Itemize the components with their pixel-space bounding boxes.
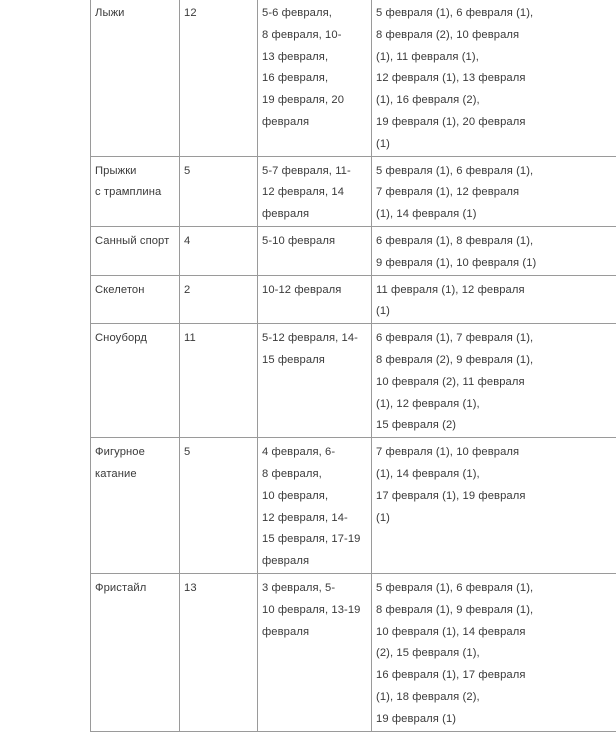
table-row <box>91 156 616 226</box>
event-count-cell <box>180 438 258 574</box>
cell-line: 5 февраля (1), 6 февраля (1), <box>376 578 616 600</box>
cell-line: 19 февраля, 20 <box>262 90 367 112</box>
cell-line: 7 февраля (1), 10 февраля <box>376 442 616 464</box>
cell-line: с трамплина <box>95 182 175 204</box>
cell-line: 10 февраля (2), 11 февраля <box>376 372 616 394</box>
medal-dates-cell <box>372 156 616 226</box>
cell-line: февраля <box>262 551 367 573</box>
competition-dates-cell <box>258 275 372 324</box>
cell-line: 4 февраля, 6- <box>262 442 367 464</box>
cell-line: 8 февраля, <box>262 464 367 486</box>
cell-line: (1) <box>376 134 616 156</box>
table-row <box>91 573 616 731</box>
cell-line: 12 февраля, 14- <box>262 508 367 530</box>
medal-dates-cell <box>372 226 616 275</box>
event-count-cell <box>180 0 258 156</box>
cell-line: 9 февраля (1), 10 февраля (1) <box>376 253 616 275</box>
cell-line: 11 февраля (1), 12 февраля <box>376 280 616 302</box>
sport-name-cell <box>91 0 180 156</box>
cell-line: 4 <box>184 231 253 253</box>
cell-line: 19 февраля (1) <box>376 709 616 731</box>
cell-line: февраля <box>262 112 367 134</box>
cell-line: 7 февраля (1), 12 февраля <box>376 182 616 204</box>
sport-name-cell <box>91 573 180 731</box>
sport-name-cell <box>91 275 180 324</box>
table-row <box>91 438 616 574</box>
cell-line: (1) <box>376 508 616 530</box>
cell-line: 16 февраля, <box>262 68 367 90</box>
cell-line: 8 февраля (2), 9 февраля (1), <box>376 350 616 372</box>
sport-name-cell <box>91 324 180 438</box>
cell-line: 15 февраля (2) <box>376 415 616 437</box>
competition-dates-cell <box>258 324 372 438</box>
cell-line: (1), 11 февраля (1), <box>376 47 616 69</box>
cell-line: (1), 12 февраля (1), <box>376 394 616 416</box>
competition-dates-cell <box>258 226 372 275</box>
sport-name-cell <box>91 156 180 226</box>
cell-line: 5-12 февраля, 14- <box>262 328 367 350</box>
cell-line: 16 февраля (1), 17 февраля <box>376 665 616 687</box>
competition-dates-cell <box>258 156 372 226</box>
sport-name-cell <box>91 226 180 275</box>
cell-line: 5-6 февраля, <box>262 3 367 25</box>
cell-line: 11 <box>184 328 253 350</box>
event-count-cell <box>180 156 258 226</box>
cell-line: 12 февраля (1), 13 февраля <box>376 68 616 90</box>
cell-line: Скелетон <box>95 280 175 302</box>
cell-line: 13 <box>184 578 253 600</box>
cell-line: Лыжи <box>95 3 175 25</box>
cell-line: 15 февраля <box>262 350 367 372</box>
cell-line: 6 февраля (1), 7 февраля (1), <box>376 328 616 350</box>
event-count-cell <box>180 226 258 275</box>
cell-line: 19 февраля (1), 20 февраля <box>376 112 616 134</box>
cell-line: (1) <box>376 301 616 323</box>
medal-dates-cell <box>372 573 616 731</box>
cell-line: 6 февраля (1), 8 февраля (1), <box>376 231 616 253</box>
olympic-schedule-table <box>90 0 616 732</box>
cell-line: 8 февраля (2), 10 февраля <box>376 25 616 47</box>
competition-dates-cell <box>258 0 372 156</box>
table-row <box>91 275 616 324</box>
table-row <box>91 324 616 438</box>
cell-line: (1), 18 февраля (2), <box>376 687 616 709</box>
cell-line: 5 февраля (1), 6 февраля (1), <box>376 161 616 183</box>
table-row <box>91 226 616 275</box>
competition-dates-cell <box>258 438 372 574</box>
cell-line: Фигурное <box>95 442 175 464</box>
event-count-cell <box>180 275 258 324</box>
cell-line: 8 февраля (1), 9 февраля (1), <box>376 600 616 622</box>
cell-line: 5 <box>184 442 253 464</box>
cell-line: (1), 14 февраля (1) <box>376 204 616 226</box>
cell-line: Фристайл <box>95 578 175 600</box>
cell-line: 13 февраля, <box>262 47 367 69</box>
cell-line: 10 февраля, <box>262 486 367 508</box>
cell-line: 5-7 февраля, 11- <box>262 161 367 183</box>
cell-line: (1), 14 февраля (1), <box>376 464 616 486</box>
cell-line: февраля <box>262 204 367 226</box>
sport-name-cell <box>91 438 180 574</box>
cell-line: 5-10 февраля <box>262 231 367 253</box>
cell-line: 5 февраля (1), 6 февраля (1), <box>376 3 616 25</box>
cell-line: 5 <box>184 161 253 183</box>
competition-dates-cell <box>258 573 372 731</box>
cell-line: Прыжки <box>95 161 175 183</box>
cell-line: февраля <box>262 622 367 644</box>
event-count-cell <box>180 324 258 438</box>
cell-line: 8 февраля, 10- <box>262 25 367 47</box>
cell-line: катание <box>95 464 175 486</box>
cell-line: 2 <box>184 280 253 302</box>
cell-line: 12 <box>184 3 253 25</box>
cell-line: 10 февраля (1), 14 февраля <box>376 622 616 644</box>
cell-line: 15 февраля, 17-19 <box>262 529 367 551</box>
cell-line: 10 февраля, 13-19 <box>262 600 367 622</box>
medal-dates-cell <box>372 324 616 438</box>
medal-dates-cell <box>372 275 616 324</box>
cell-line: 10-12 февраля <box>262 280 367 302</box>
medal-dates-cell <box>372 0 616 156</box>
cell-line: 12 февраля, 14 <box>262 182 367 204</box>
event-count-cell <box>180 573 258 731</box>
medal-dates-cell <box>372 438 616 574</box>
cell-line: 17 февраля (1), 19 февраля <box>376 486 616 508</box>
cell-line: 3 февраля, 5- <box>262 578 367 600</box>
table-row <box>91 0 616 156</box>
cell-line: Сноуборд <box>95 328 175 350</box>
cell-line: Санный спорт <box>95 231 175 253</box>
cell-line: (1), 16 февраля (2), <box>376 90 616 112</box>
cell-line: (2), 15 февраля (1), <box>376 643 616 665</box>
